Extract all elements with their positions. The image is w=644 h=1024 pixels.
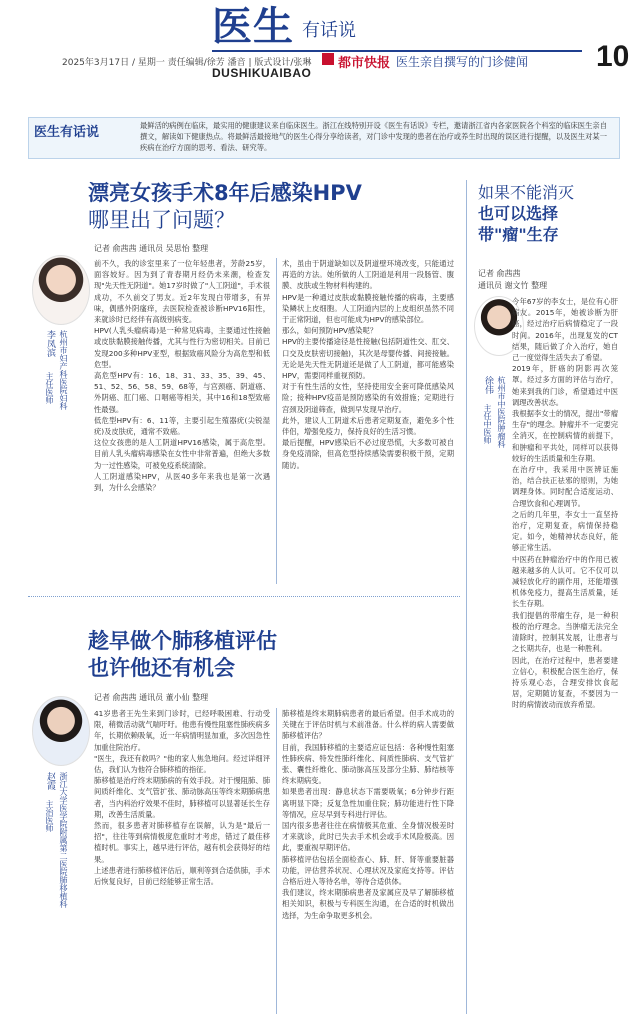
date-line: 2025年3月17日 / 星期一 责任编辑/徐芳 潘音 | 版式设计/张琳 (62, 58, 312, 68)
doctor-title: 主任医师 (45, 372, 54, 404)
article1-subheadline: 哪里出了问题？ (88, 208, 235, 232)
doctor-title: 主任中医师 (483, 404, 492, 444)
article1-column-1: 前不久，我的诊室里来了一位年轻患者，芳龄25岁，面容姣好。因为到了青春期月经仍未来潮，检查发现"先天性无阴道"。她17岁时做了"人工阴道"，手术很成功，不久前交了男友。近2年发现白带增多，有异味，偶感外阴瘙痒，去医院检查被诊断HPV16阳性，来就诊时已经伴有高级别病变。 HPV(人乳头瘤病毒)是一种常见病毒，主要通过性接触或皮肤黏膜接触传播，尤其与性行为密切相关。目前已发现200多种HPV亚型，根据致癌风险分为高危型和低危型。 高危型HPV有：16、18、31、33、35、39、45、51、52、56、58、59、68等，与宫颈癌、阴道癌、外阴癌、肛门癌、口咽癌等相关，其中16和18型致癌性最强。 低危型HPV有：6、11等，主要引起生殖器疣(尖锐湿疣)及皮肤疣，通常不致癌。 这位女孩患的是人工阴道HPV16感染，属于高危型。目前人乳头瘤病毒感染在女性中非常普遍，但绝大多数为一过性感染，可被免疫系统清除。 人工阴道感染HPV，从医40多年来我也是第一次遇到，为什么会感染？ (94, 259, 270, 493)
column-divider (466, 180, 467, 1014)
column-divider (276, 258, 277, 584)
section-title: 医生 (212, 4, 294, 50)
doctor-hospital: 杭州市妇产科医院妇科 (59, 330, 68, 410)
doctor-title: 主治医师 (45, 800, 54, 832)
doctor-name: 赵霞 (45, 772, 55, 790)
article3-byline: 记者 俞茜茜 (478, 269, 521, 278)
article3-column: 今年67岁的李女士，是位有心肝病友。2015年，她被诊断为肝癌，经过治疗后病情稳定了一段时间。2016年，出现复发的CT结果，随后做了介入治疗，她自己一度觉得生活失去了希望。 2019年，肝癌的阴影再次笼罩。经过多方面的评估与治疗，她来到我的门诊，希望通过中医调理改善状态。 我根据李女士的情况，提出"带瘤生存"的理念。肿瘤并不一定要完全消灭，在控制病情的前提下，和肿瘤和平共处，同样可以获得较好的生活质量和生存期。 在治疗中，我采用中医辨证施治，结合扶正祛邪的原则，为她调理身体。同时配合适度运动、合理饮食和心理调节。 之后的几年里，李女士一直坚持治疗，定期复查，病情保持稳定。如今，她精神状态良好，能够正常生活。 中医药在肿瘤治疗中的作用已被越来越多的人认可。它不仅可以减轻放化疗的副作用，还能增强机体免疫力，提高生活质量，延长生存期。 我们提倡的带瘤生存，是一种积极的治疗理念。当肿瘤无法完全清除时，控制其发展，让患者与之长期共存，也是一种胜利。 因此，在治疗过程中，患者要建立信心，积极配合医生治疗，保持乐观心态，合理安排饮食起居，定期随访复查，不要因为一时的病情波动而放弃希望。 (512, 297, 618, 710)
doctor-hospital: 杭州市中医院肿瘤科 (497, 376, 506, 448)
masthead-rule (212, 50, 582, 52)
slogan: 医生亲自撰写的门诊健闻 (396, 55, 529, 69)
doctor-hospital: 浙江大学医学院附属第二医院肺移植科 (59, 772, 68, 908)
brand-icon (322, 53, 334, 65)
article2-column-1: 41岁患者王先生来到门诊时，已经呼吸困难、行动受限，稍微活动就气喘吁吁。他患有慢性阻塞性肺疾病多年，长期依赖吸氧，近一年病情明显加重，多次因急性加重住院治疗。 "医生，我还有救吗？"他的家人焦急地问。经过详细评估，我们认为他符合肺移植的指征。 肺移植是治疗终末期肺病的有效手段。对于慢阻肺、肺间质纤维化、支气管扩张、肺动脉高压等终末期肺病患者，当内科治疗效果不佳时，肺移植可以显著延长生存期，改善生活质量。 然而，很多患者对肺移植存在误解，认为是"最后一招"，往往等到病情极度危重时才考虑，错过了最佳移植时机。事实上，越早进行评估，越有机会获得好的结果。 上述患者进行肺移植评估后，顺利等到合适供肺，手术后恢复良好，目前已经能够正常生活。 (94, 709, 270, 887)
section-subtitle: 有话说 (302, 20, 356, 41)
doctor-portrait (32, 696, 90, 766)
article2-byline: 记者 俞茜茜 通讯员 董小仙 整理 (94, 693, 209, 702)
article3-headline: 如果不能消灭 (478, 183, 575, 202)
doctor-portrait (32, 255, 90, 325)
doctor-name: 李凤滨 (45, 330, 55, 357)
article3-headline-3: 带"瘤"生存 (478, 225, 559, 244)
article1-headline: 漂亮女孩手术8年后感染HPV (88, 181, 362, 205)
paper-logo: DUSHIKUAIBAO (212, 66, 312, 80)
article2-column-2: 肺移植是终末期肺病患者的最后希望。但手术成功的关键在于评估时机与术前准备。什么样的病人需要做肺移植评估？ 目前，我国肺移植的主要适应证包括：各种慢性阻塞性肺疾病、特发性肺纤维化、间质性肺病、支气管扩张、囊性纤维化、肺动脉高压及部分尘肺、肺结核等终末期病变。 如果患者出现：静息状态下需要吸氧；6分钟步行距离明显下降；反复急性加重住院；肺功能进行性下降等情况，应尽早到专科进行评估。 国内很多患者往往在病情极其危重、全身情况极差时才来就诊，此时已失去手术机会或手术风险极高。因此，要重视早期评估。 肺移植评估包括全面检查心、肺、肝、肾等重要脏器功能，评估营养状况、心理状况及家庭支持等。评估合格后进入等待名单，等待合适供体。 我们建议，终末期肺病患者及家属应及早了解肺移植相关知识，积极与专科医生沟通，在合适的时机做出选择，为生命争取更多机会。 (282, 709, 454, 920)
doctor-name: 徐伟 (483, 376, 493, 394)
brand-name: 都市快报 (338, 56, 391, 71)
page-number: 10 (596, 40, 630, 73)
article3-headline-2: 也可以选择 (478, 204, 559, 223)
article1-byline: 记者 俞茜茜 通讯员 吴思怡 整理 (94, 244, 209, 253)
article1-column-2: 术，虽由于阴道缺如以及阴道壁环境改变，只能通过再造的方法。她所做的人工阴道是利用一段肠管、腹膜、皮肤或生物材料构建的。 HPV是一种通过皮肤或黏膜接触传播的病毒，主要感染鳞状上皮细胞。人工阴道内层的上皮组织虽然不同于正常阴道，但也可能成为HPV的感染部位。 那么，如何预防HPV感染呢？ HPV的主要传播途径是性接触(包括阴道性交、肛交、口交及皮肤密切接触)，其次是母婴传播、间接接触。无论是先天性无阴道还是做了人工阴道，都可能感染HPV，需要同样重视预防。 对于有性生活的女性，坚持使用安全套可降低感染风险；接种HPV疫苗是预防感染的有效措施；定期进行宫颈及阴道筛查，做到早发现早治疗。 此外，建议人工阴道术后患者定期复查，避免多个性伴侣，增强免疫力，保持良好的生活习惯。 最后提醒，HPV感染后不必过度恐慌，大多数可被自身免疫清除，但高危型持续感染需要积极干预，定期随访。 (282, 259, 454, 470)
article2-headline: 趁早做个肺移植评估 (88, 629, 277, 653)
column-divider (276, 708, 277, 1014)
article2-subheadline: 也许他还有机会 (88, 656, 235, 680)
article3-byline-2: 通讯员 谢文竹 整理 (478, 281, 548, 290)
column-badge: 医生有话说 (34, 125, 100, 140)
intro-text: 最鲜活的病例在临床，最实用的健康建议来自临床医生。浙江在线特别开设《医生有话说》专栏，邀请浙江省内各家医院各个科室的临床医生亲自撰文，解读如下健康热点。将最鲜活最接地气的医生心得分享给读者，对门诊中发现的患者在治疗或养生时出现的误区进行提醒，以及医生对某一疾病在治疗方面的思考、看法、研究等。 (140, 121, 607, 152)
section-divider (28, 596, 460, 597)
